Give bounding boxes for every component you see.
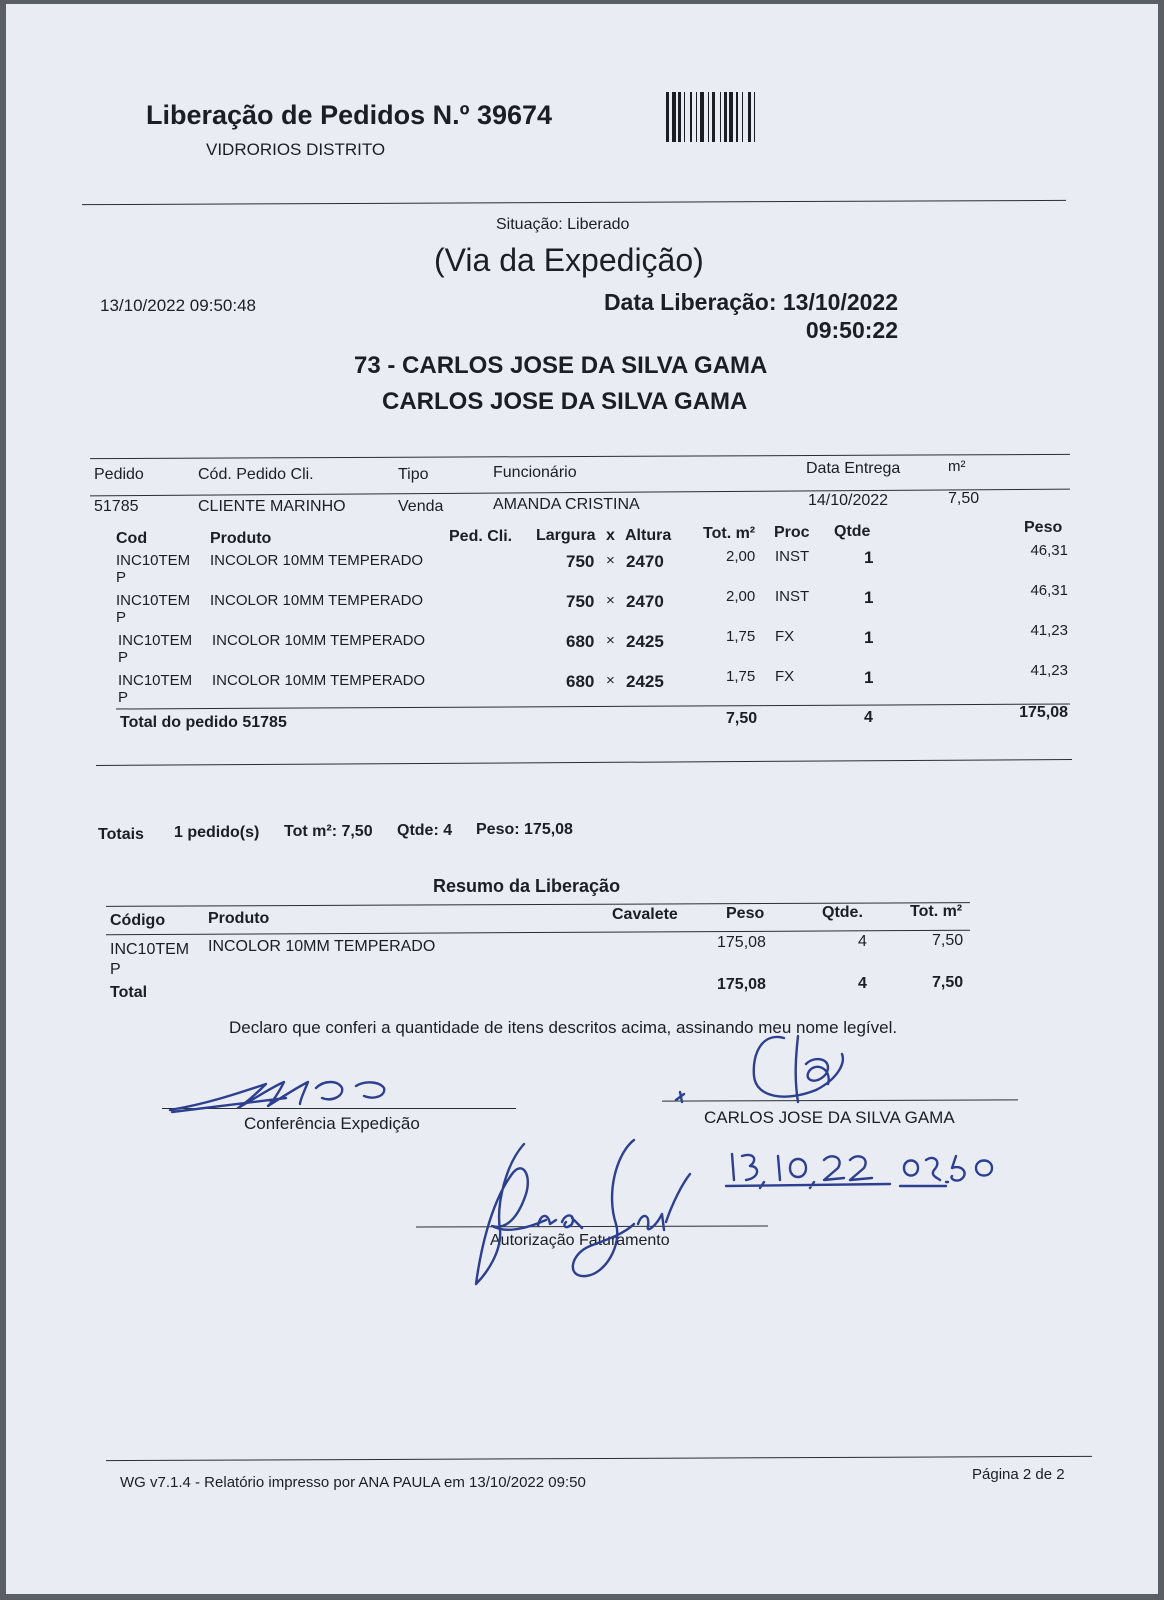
summary-total-m2: 7,50: [932, 974, 964, 991]
summary-header-qtde: Qtde.: [822, 904, 863, 921]
cell-largura: 680: [566, 632, 595, 651]
cell-peso: 46,31: [1030, 542, 1068, 559]
table-divider: [96, 759, 1072, 766]
table-divider: [116, 704, 1070, 710]
cell-proc: INST: [775, 548, 810, 565]
totals-m2: Tot m²: 7,50: [284, 823, 373, 840]
cell-x: ×: [606, 632, 615, 649]
summary-total-peso: 175,08: [717, 976, 766, 993]
cell-x: ×: [606, 672, 615, 689]
col-header-tot-m2: Tot. m²: [703, 525, 756, 542]
col-header-altura: Altura: [625, 527, 672, 544]
col-header-peso: Peso: [1024, 519, 1063, 536]
code-part2: P: [116, 609, 127, 626]
footer-printed-by: WG v7.1.4 - Relatório impresso por ANA PAULA em 13/10/2022 09:50: [120, 1474, 586, 1491]
cell-data-entrega: 14/10/2022: [808, 492, 889, 509]
cell-cod-cli: CLIENTE MARINHO: [198, 498, 346, 515]
summary-header-cavalete: Cavalete: [612, 906, 678, 923]
summary-header-produto: Produto: [208, 910, 270, 927]
cell-tot-m2: 1,75: [726, 628, 756, 645]
summary-cell-codigo: [110, 940, 189, 980]
expedition-signature: [166, 1074, 396, 1114]
release-date: [526, 288, 898, 344]
cell-peso: 41,23: [1030, 622, 1068, 639]
code-part2: P: [116, 569, 127, 586]
col-header-pedido: Pedido: [94, 466, 144, 483]
totals-pedidos: 1 pedido(s): [174, 824, 260, 841]
cell-qtde: 1: [864, 628, 874, 647]
declaration-text: Declaro que conferi a quantidade de itens descritos acima, assinando meu nome legível.: [229, 1018, 898, 1037]
cell-altura: 2470: [626, 552, 664, 571]
summary-code-part1: INC10TEM: [110, 941, 190, 958]
cell-x: ×: [606, 552, 615, 569]
cell-altura: 2425: [626, 672, 664, 691]
footer-divider: [106, 1456, 1092, 1461]
code-part1: INC10TEM: [116, 592, 191, 609]
cell-produto: INCOLOR 10MM TEMPERADO: [210, 552, 424, 569]
client-name-line2: CARLOS JOSE DA SILVA GAMA: [382, 388, 748, 415]
col-header-funcionario: Funcionário: [493, 464, 577, 481]
code-part1: INC10TEM: [118, 672, 193, 689]
col-header-m2: m²: [948, 458, 966, 475]
code-part1: INC10TEM: [118, 632, 193, 649]
footer-page-number: Página 2 de 2: [972, 1466, 1065, 1483]
summary-cell-produto: INCOLOR 10MM TEMPERADO: [208, 938, 436, 955]
col-header-x: x: [606, 527, 615, 544]
col-header-proc: Proc: [774, 524, 810, 541]
col-header-cod-cli: Cód. Pedido Cli.: [198, 466, 314, 483]
cell-tot-m2: 2,00: [726, 588, 756, 605]
cell-cod: [118, 632, 192, 666]
billing-signature: [466, 1134, 696, 1294]
col-header-cod: Cod: [116, 530, 148, 547]
table-divider: [90, 454, 1070, 459]
summary-total-label: Total: [110, 984, 148, 1001]
col-header-tipo: Tipo: [398, 466, 429, 483]
cell-tot-m2: 1,75: [726, 668, 756, 685]
order-total-m2: 7,50: [726, 710, 758, 727]
cell-largura: 750: [566, 592, 595, 611]
summary-total-qtde: 4: [858, 975, 867, 992]
table-divider: [106, 930, 970, 936]
summary-header-codigo: Código: [110, 912, 166, 929]
col-header-largura: Largura: [536, 527, 596, 544]
situation-label: Situação: Liberado: [496, 216, 630, 233]
summary-cell-qtde: 4: [858, 933, 867, 950]
cell-qtde: 1: [864, 668, 874, 687]
client-name-line1: 73 - CARLOS JOSE DA SILVA GAMA: [354, 352, 768, 379]
summary-header-peso: Peso: [726, 905, 765, 922]
cell-proc: INST: [775, 588, 810, 605]
col-header-ped-cli: Ped. Cli.: [449, 528, 513, 545]
cell-largura: 750: [566, 552, 595, 571]
release-date-line2: 09:50:22: [805, 317, 898, 343]
company-name: VIDRORIOS DISTRITO: [206, 140, 386, 159]
client-signature: [666, 1024, 876, 1114]
summary-header-tot-m2: Tot. m²: [910, 903, 963, 920]
cell-tot-m2: 2,00: [726, 548, 756, 565]
cell-pedido: 51785: [94, 498, 139, 515]
summary-cell-tot-m2: 7,50: [932, 932, 964, 949]
document-title: Liberação de Pedidos N.º 39674: [146, 100, 553, 130]
expedition-signature-label: Conferência Expedição: [244, 1114, 420, 1133]
cell-altura: 2425: [626, 632, 664, 651]
cell-cod: [118, 672, 192, 706]
cell-peso: 41,23: [1030, 662, 1068, 679]
summary-cell-peso: 175,08: [717, 934, 766, 951]
document-page: [6, 4, 1158, 1594]
order-total-peso: 175,08: [1019, 704, 1068, 721]
cell-cod: [116, 592, 190, 626]
col-header-qtde: Qtde: [834, 523, 871, 540]
handwritten-date: [720, 1146, 1010, 1192]
col-header-produto: Produto: [210, 530, 272, 547]
totals-label: Totais: [98, 826, 144, 843]
cell-cod: [116, 552, 190, 586]
order-total-qtde: 4: [864, 709, 873, 726]
cell-produto: INCOLOR 10MM TEMPERADO: [212, 632, 426, 649]
code-part2: P: [118, 649, 129, 666]
totals-peso: Peso: 175,08: [476, 821, 573, 838]
release-date-line1: Data Liberação: 13/10/2022: [603, 289, 898, 315]
cell-altura: 2470: [626, 592, 664, 611]
cell-produto: INCOLOR 10MM TEMPERADO: [212, 672, 426, 689]
cell-largura: 680: [566, 672, 595, 691]
summary-title: Resumo da Liberação: [433, 876, 621, 896]
cell-produto: INCOLOR 10MM TEMPERADO: [210, 592, 424, 609]
cell-x: ×: [606, 592, 615, 609]
code-part2: P: [118, 689, 129, 706]
cell-proc: FX: [775, 628, 795, 645]
cell-proc: FX: [775, 668, 795, 685]
via-label: (Via da Expedição): [434, 242, 704, 278]
order-total-label: Total do pedido 51785: [120, 714, 287, 731]
totals-qtde: Qtde: 4: [397, 822, 453, 839]
cell-funcionario: AMANDA CRISTINA: [493, 496, 640, 513]
col-header-data-entrega: Data Entrega: [806, 460, 901, 477]
code-part1: INC10TEM: [116, 552, 191, 569]
cell-qtde: 1: [864, 548, 874, 567]
billing-signature-label: Autorização Faturamento: [490, 1232, 670, 1249]
client-signature-name: CARLOS JOSE DA SILVA GAMA: [704, 1108, 955, 1127]
cell-m2: 7,50: [948, 490, 980, 507]
cell-qtde: 1: [864, 588, 874, 607]
summary-code-part2: P: [110, 961, 121, 978]
header-divider: [82, 200, 1066, 205]
printed-timestamp: 13/10/2022 09:50:48: [100, 296, 256, 315]
barcode: [664, 92, 840, 144]
cell-tipo: Venda: [398, 498, 444, 515]
cell-peso: 46,31: [1030, 582, 1068, 599]
